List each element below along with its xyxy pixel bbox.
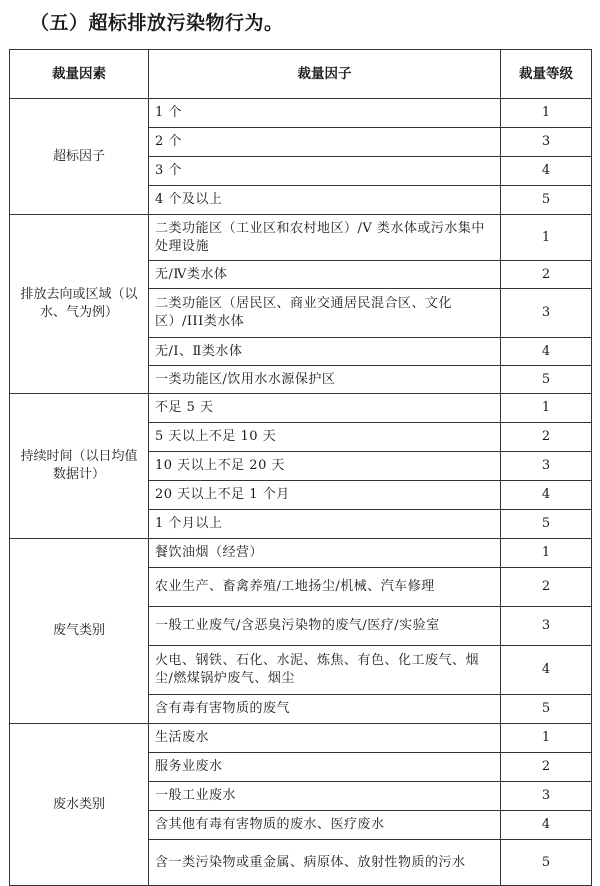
item-cell: 无/Ⅰ、Ⅱ类水体 [149,338,501,366]
table-row [10,215,592,261]
header-level: 裁量等级 [501,50,592,99]
level-cell: 1 [501,394,592,423]
level-cell: 1 [501,215,592,261]
item-cell: 二类功能区（工业区和农村地区）/V 类水体或污水集中处理设施 [149,215,501,261]
item-cell: 生活废水 [149,724,501,753]
item-cell: 1 个月以上 [149,510,501,539]
header-row [10,50,592,99]
level-cell: 5 [501,510,592,539]
header-item: 裁量因子 [149,50,501,99]
level-cell: 1 [501,539,592,568]
item-cell: 20 天以上不足 1 个月 [149,481,501,510]
factor-cell: 持续时间（以日均值数据计） [10,394,149,539]
level-cell: 3 [501,452,592,481]
table-row [10,539,592,568]
item-cell: 一般工业废气/含恶臭污染物的废气/医疗/实验室 [149,607,501,646]
level-cell: 4 [501,646,592,695]
item-cell: 农业生产、畜禽养殖/工地扬尘/机械、汽车修理 [149,568,501,607]
item-cell: 4 个及以上 [149,186,501,215]
item-cell: 一般工业废水 [149,782,501,811]
level-cell: 3 [501,289,592,338]
level-cell: 2 [501,261,592,289]
level-cell: 1 [501,724,592,753]
level-cell: 3 [501,607,592,646]
header-factor: 裁量因素 [10,50,149,99]
level-cell: 5 [501,840,592,886]
item-cell: 无/Ⅳ类水体 [149,261,501,289]
level-cell: 2 [501,568,592,607]
item-cell: 1 个 [149,99,501,128]
item-cell: 含其他有毒有害物质的废水、医疗废水 [149,811,501,840]
table-row [10,724,592,753]
level-cell: 5 [501,695,592,724]
level-cell: 3 [501,128,592,157]
item-cell: 一类功能区/饮用水水源保护区 [149,366,501,394]
item-cell: 服务业废水 [149,753,501,782]
level-cell: 1 [501,99,592,128]
table-header [10,50,592,99]
level-cell: 2 [501,423,592,452]
item-cell: 餐饮油烟（经营） [149,539,501,568]
item-cell: 含有毒有害物质的废气 [149,695,501,724]
item-cell: 3 个 [149,157,501,186]
level-cell: 2 [501,753,592,782]
table-row [10,394,592,423]
level-cell: 5 [501,186,592,215]
factor-cell: 废气类别 [10,539,149,724]
level-cell: 4 [501,157,592,186]
table-body [10,99,592,886]
level-cell: 4 [501,811,592,840]
level-cell: 5 [501,366,592,394]
table-row [10,99,592,128]
item-cell: 不足 5 天 [149,394,501,423]
factor-cell: 废水类别 [10,724,149,886]
item-cell: 2 个 [149,128,501,157]
level-cell: 3 [501,782,592,811]
factor-cell: 排放去向或区域（以水、气为例） [10,215,149,394]
factor-cell: 超标因子 [10,99,149,215]
item-cell: 10 天以上不足 20 天 [149,452,501,481]
item-cell: 火电、钢铁、石化、水泥、炼焦、有色、化工废气、烟尘/燃煤锅炉废气、烟尘 [149,646,501,695]
discretion-table [9,49,592,886]
item-cell: 含一类污染物或重金属、病原体、放射性物质的污水 [149,840,501,886]
section-title: （五）超标排放污染物行为。 [30,12,284,34]
item-cell: 5 天以上不足 10 天 [149,423,501,452]
item-cell: 二类功能区（居民区、商业交通居民混合区、文化区）/III类水体 [149,289,501,338]
level-cell: 4 [501,481,592,510]
level-cell: 4 [501,338,592,366]
